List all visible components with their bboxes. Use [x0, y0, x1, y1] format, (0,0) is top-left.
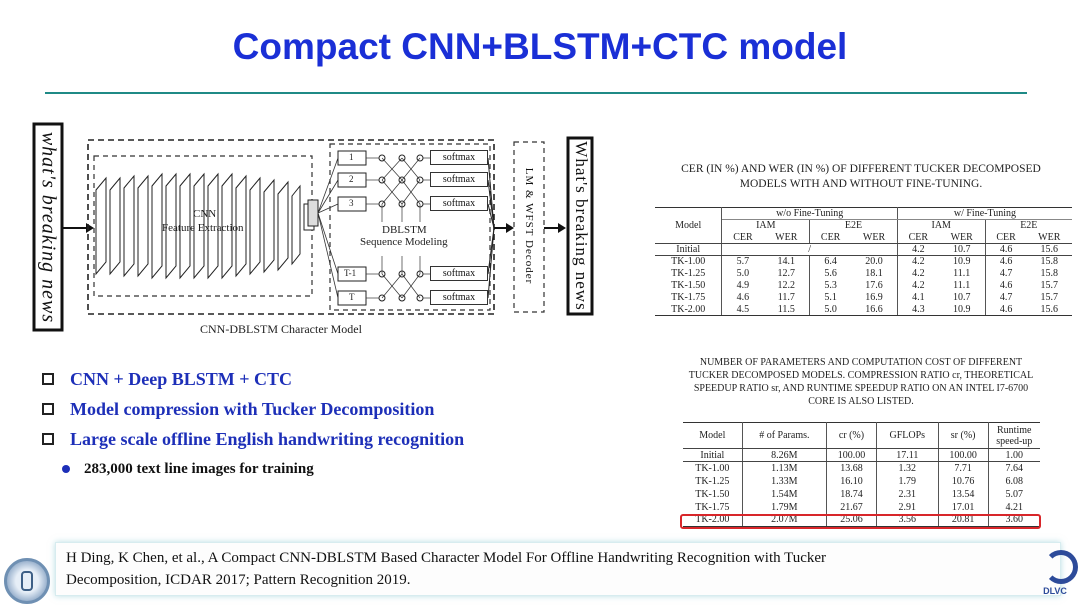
diagram-caption: CNN-DBLSTM Character Model — [200, 322, 362, 336]
citation-line: H Ding, K Chen, et al., A Compact CNN-DBLSTM Based Character Model For Offline Handwriting Recognition with Tucker — [66, 550, 827, 566]
cnn-sublabel: Feature Extraction — [162, 222, 244, 234]
lab-logo-icon: DLVC — [1030, 548, 1080, 600]
table-row: Initial / 4.2 10.7 4.6 15.6 — [655, 244, 1072, 256]
table-header: w/o Fine-Tuning — [722, 208, 897, 220]
timestep-label: 3 — [349, 198, 354, 208]
table-header: E2E — [810, 220, 898, 232]
bullet-item: CNN + Deep BLSTM + CTC — [42, 364, 464, 394]
table-header: WER — [939, 232, 985, 244]
table-row: TK-1.75 4.6 11.7 5.1 16.9 4.1 10.7 4.7 15.7 — [655, 292, 1072, 304]
table-header: Model — [683, 423, 742, 449]
table-header: WER — [851, 232, 897, 244]
table-header: # of Params. — [742, 423, 827, 449]
diagram-lines — [30, 118, 600, 340]
citation-line: Decomposition, ICDAR 2017; Pattern Recognition 2019. — [66, 572, 411, 588]
softmax-box: softmax — [430, 266, 488, 281]
table-header: IAM — [897, 220, 985, 232]
table-header: E2E — [1020, 220, 1038, 232]
table-header: GFLOPs — [876, 423, 938, 449]
dblstm-label: DBLSTM — [382, 224, 427, 236]
table-header: cr (%) — [827, 423, 877, 449]
slide-title: Compact CNN+BLSTM+CTC model — [232, 26, 848, 67]
bullet-item: Large scale offline English handwriting recognition — [42, 424, 464, 454]
dblstm-sublabel: Sequence Modeling — [360, 236, 448, 248]
table-header: CER — [810, 232, 851, 244]
table-header: w/ Fine-Tuning — [897, 208, 1072, 220]
table-row: TK-2.00 4.5 11.5 5.0 16.6 4.3 10.9 4.6 15.6 — [655, 304, 1072, 316]
softmax-box: softmax — [430, 172, 488, 187]
softmax-box: softmax — [430, 150, 488, 165]
square-bullet-icon — [42, 433, 54, 445]
bullet-list — [42, 364, 464, 482]
table-row: TK-1.50 4.9 12.2 5.3 17.6 4.2 11.1 4.6 15.7 — [655, 280, 1072, 292]
timestep-label: T — [349, 292, 355, 302]
softmax-box: softmax — [430, 290, 488, 305]
output-text: What's breaking news — [572, 141, 591, 311]
timestep-label: 1 — [349, 152, 354, 162]
table-row: TK-2.00 2.07M 25.06 3.56 20.81 3.60 — [683, 514, 1040, 527]
table2-caption: NUMBER OF PARAMETERS AND COMPUTATION COST OF DIFFERENT TUCKER DECOMPOSED MODELS. COMPRESSION RATIO cr, THEORETICAL SPEEDUP RATIO sr, AND RUNTIME SPEEDUP RATIO ON AN INTEL I7-6700 CORE IS ALSO LISTED. — [688, 357, 1034, 407]
highlight-box — [680, 514, 1041, 529]
title-divider — [45, 92, 1027, 94]
table-row: TK-1.25 5.0 12.7 5.6 18.1 4.2 11.1 4.7 15.8 — [655, 268, 1072, 280]
softmax-box: softmax — [430, 196, 488, 211]
square-bullet-icon — [42, 403, 54, 415]
university-logo-icon — [4, 558, 50, 604]
decoder-label: LM & WFST Decoder — [523, 167, 535, 285]
sub-bullet-item: 283,000 text line images for training — [42, 456, 464, 482]
timestep-label: T-1 — [344, 268, 357, 278]
compression-table — [683, 422, 1040, 527]
table-row: TK-1.00 1.13M 13.68 1.32 7.71 7.64 — [683, 462, 1040, 475]
input-handwriting-text: what's breaking news — [37, 131, 60, 324]
table-header: CER — [985, 232, 1026, 244]
table-row: Initial 8.26M 100.00 17.11 100.00 1.00 — [683, 449, 1040, 462]
timestep-label: 2 — [349, 174, 354, 184]
table-header: Model — [655, 208, 722, 244]
table-header: WER — [763, 232, 809, 244]
table1-caption: CER (IN %) AND WER (IN %) OF DIFFERENT TUCKER DECOMPOSED MODELS WITH AND WITHOUT FINE-TUNING. — [681, 163, 1041, 190]
table-row: TK-1.25 1.33M 16.10 1.79 10.76 6.08 — [683, 475, 1040, 488]
square-bullet-icon — [42, 373, 54, 385]
architecture-diagram — [30, 118, 600, 340]
finetuning-results-table — [655, 207, 1072, 316]
table-header: Runtime speed-up — [988, 423, 1040, 449]
table-header: CER — [722, 232, 763, 244]
table-row: TK-1.50 1.54M 18.74 2.31 13.54 5.07 — [683, 488, 1040, 501]
table-header: CER — [897, 232, 938, 244]
table-row: TK-1.75 1.79M 21.67 2.91 17.01 4.21 — [683, 501, 1040, 514]
cnn-label: CNN — [193, 208, 217, 220]
table-header: WER — [1027, 232, 1072, 244]
table-row: TK-1.00 5.7 14.1 6.4 20.0 4.2 10.9 4.6 15.8 — [655, 256, 1072, 268]
citation-box — [55, 542, 1061, 596]
bullet-item: Model compression with Tucker Decomposition — [42, 394, 464, 424]
table-header: sr (%) — [938, 423, 988, 449]
dot-bullet-icon — [62, 465, 70, 473]
table-header: IAM — [722, 220, 810, 232]
